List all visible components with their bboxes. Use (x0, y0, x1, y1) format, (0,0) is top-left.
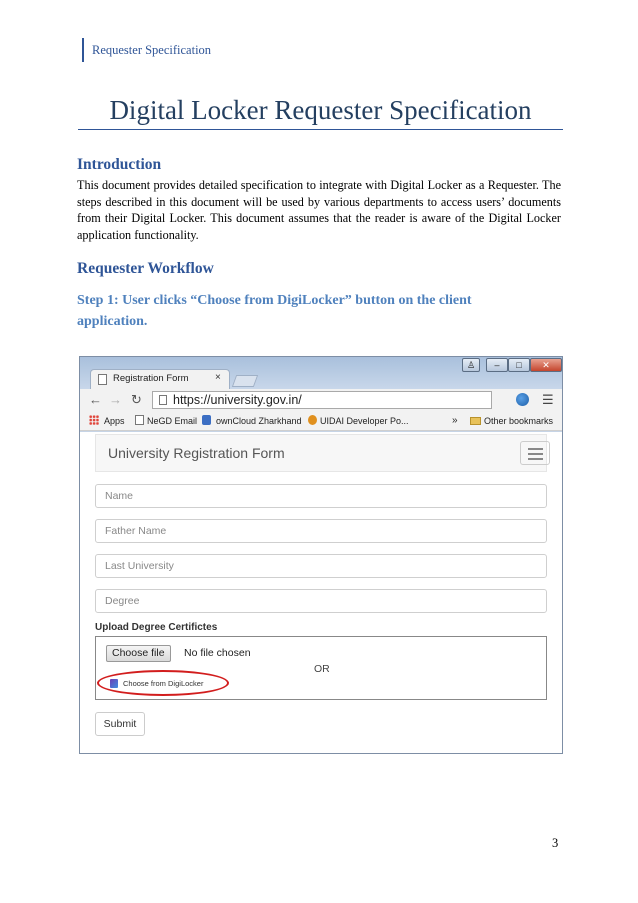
degree-input[interactable] (96, 590, 546, 612)
page-icon (135, 415, 144, 425)
last-university-input[interactable] (96, 555, 546, 577)
name-field[interactable] (95, 484, 547, 508)
running-header (82, 38, 211, 62)
choose-from-digilocker-button[interactable]: Choose from DigiLocker (123, 679, 204, 688)
page-icon (159, 395, 167, 405)
father-name-input[interactable] (96, 520, 546, 542)
window-titlebar (80, 357, 562, 389)
running-header-text: Requester Specification (92, 43, 212, 57)
father-name-field[interactable] (95, 519, 547, 543)
upload-box (95, 636, 547, 700)
bookmark-other[interactable]: Other bookmarks (484, 416, 554, 426)
hamburger-menu-icon[interactable] (520, 441, 550, 465)
page-number: 3 (552, 836, 559, 850)
url-text[interactable]: https://university.gov.in/ (173, 393, 302, 407)
file-status: No file chosen (184, 647, 251, 659)
address-bar[interactable] (152, 391, 492, 409)
bookmark-uidai[interactable]: UIDAI Developer Po... (320, 416, 409, 426)
submit-button[interactable]: Submit (95, 712, 145, 736)
browser-toolbar (80, 389, 562, 411)
apps-grid-icon (89, 415, 99, 425)
back-arrow-icon[interactable]: ← (89, 392, 102, 407)
menu-icon[interactable]: ☰ (542, 392, 554, 407)
choose-file-button[interactable]: Choose file (106, 645, 171, 662)
forward-arrow-icon[interactable]: → (109, 392, 122, 407)
last-university-field[interactable] (95, 554, 547, 578)
ie-extension-icon[interactable] (516, 393, 529, 406)
reload-icon[interactable]: ↻ (131, 392, 142, 407)
workflow-heading: Requester Workflow (77, 260, 214, 277)
bookmarks-overflow-icon[interactable]: » (452, 415, 458, 426)
tab-close-icon[interactable]: × (215, 372, 221, 383)
introduction-paragraph: This document provides detailed specification to integrate with Digital Locker as a Requester. The steps described in this document will be used by various departments to access users’ documents from their Digital Locker. This document assumes that the reader is aware of the Digital Locker application functionality. (77, 178, 561, 242)
uidai-icon (308, 415, 317, 425)
close-window-icon[interactable]: ✕ (530, 358, 562, 372)
registration-page (80, 432, 562, 754)
bookmarks-bar (80, 411, 562, 431)
degree-field[interactable] (95, 589, 547, 613)
step-1-heading: Step 1: User clicks “Choose from DigiLocker” button on the client application. (77, 293, 472, 329)
upload-label: Upload Degree Certifictes (95, 622, 218, 633)
navbar (95, 434, 547, 472)
user-icon[interactable]: ♙ (462, 358, 480, 372)
name-input[interactable] (96, 485, 546, 507)
bookmark-apps[interactable]: Apps (104, 416, 125, 426)
bookmark-negd-email[interactable]: NeGD Email (147, 416, 198, 426)
browser-screenshot (79, 356, 563, 754)
document-title (78, 92, 563, 130)
document-title-text: Digital Locker Requester Specification (109, 95, 532, 125)
browser-tab[interactable] (90, 369, 230, 389)
page-icon (98, 374, 107, 385)
or-separator: OR (314, 663, 330, 675)
highlight-ellipse (97, 670, 229, 696)
form-brand[interactable]: University Registration Form (108, 445, 285, 461)
tab-title: Registration Form (113, 373, 189, 384)
owncloud-icon (202, 415, 211, 425)
minimize-icon[interactable]: – (486, 358, 508, 372)
maximize-icon[interactable]: □ (508, 358, 530, 372)
bookmark-owncloud[interactable]: ownCloud Zharkhand (216, 416, 302, 426)
new-tab-button[interactable] (232, 375, 258, 387)
introduction-heading: Introduction (77, 156, 162, 173)
folder-icon (470, 417, 481, 425)
